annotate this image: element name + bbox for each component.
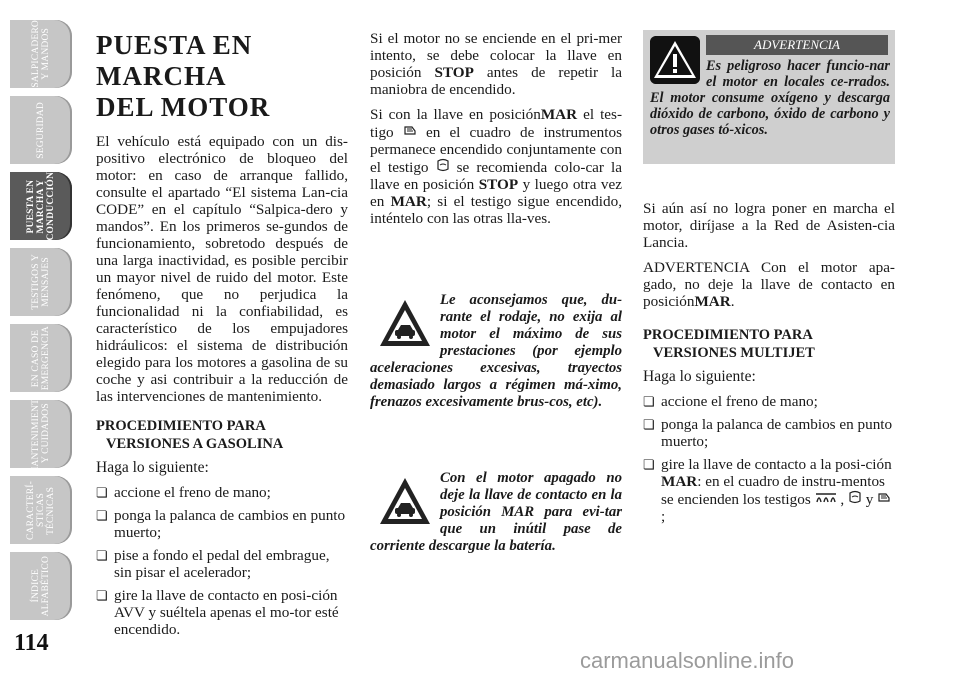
watermark: carmanualsonline.info: [580, 648, 795, 673]
paragraph: Si aún así no logra poner en marcha el motor, diríjase a la Red de Asisten-cia Lancia.: [643, 200, 895, 251]
tab-label: ÍNDICE ALFABÉTICO: [31, 555, 51, 617]
page-number: 114: [14, 630, 49, 656]
paragraph: ADVERTENCIA Con el motor apa-gado, no deje la llave de contacto en posiciónMAR.: [643, 259, 895, 310]
tab-seguridad[interactable]: [10, 96, 72, 164]
intro-paragraph: El vehículo está equipado con un dis-positivo electrónico de bloqueo del motor: en caso de arranque fallido, consulte el apartado “El sistema Lan-cia CODE” en el capítulo “Salpica-dero y mandos”. En los primeros se-gundos de funcionamiento, sobretodo después de una larga inactividad, es posible percibir un mayor nivel de ruido del motor. Este fenómeno, que no perjudica la funcionalidad ni la confiabilidad, es característico de los empujadores hidráulicos: el sistema de distribución elegido para los motores a gasolina de su coche y asi contribuir a la reducción de las intervenciones de mantenimiento.: [96, 133, 348, 405]
tab-label: PUESTA EN MARCHA Y CONDUCCIÓN: [26, 171, 56, 241]
caution-triangle-icon: [378, 298, 432, 348]
warning-header: ADVERTENCIA: [706, 35, 888, 55]
warning-text: Es peligroso hacer funcio-nar el motor en locales ce-rrados. El motor consume oxígeno y descarga dióxido de carbono, óxido de carbono y otros gases tó-xicos.: [650, 58, 890, 138]
list-item: ❏ gire la llave de contacto en posi-ción AVV y suéltela apenas el mo-tor esté encendido.: [96, 587, 348, 638]
tab-emergencia[interactable]: [10, 324, 72, 392]
column-middle: [370, 30, 622, 235]
tab-caracteristicas[interactable]: [10, 476, 72, 544]
column-left: [96, 30, 348, 644]
list-item: ❏ ponga la palanca de cambios en punto muerto;: [643, 416, 895, 450]
list-item: ❏ ponga la palanca de cambios en punto muerto;: [96, 507, 348, 541]
list-item: ❏ accione el freno de mano;: [643, 393, 895, 410]
glow-plug-icon: [848, 491, 866, 508]
column-right: [643, 200, 895, 531]
caution-note-rodaje: [370, 292, 622, 411]
title-line: PUESTA EN: [96, 30, 253, 60]
list-item: ❏ gire la llave de contacto a la posi-ción MAR: en el cuadro de instru-mentos se encienden los testigos , y ;: [643, 456, 895, 525]
tab-indice[interactable]: [10, 552, 72, 620]
heading-line: VERSIONES MULTIJET: [653, 345, 815, 361]
paragraph: Si con la llave en posiciónMAR el tes-tigo en el cuadro de instrumentos permanece encendido conjuntamente con el testigo se recomienda colo-car la llave en posición STOP y luego otra vez en MAR; si el testigo sigue encendido, inténtelo con las otras lla-ves.: [370, 106, 623, 227]
preheat-icon: [815, 491, 841, 508]
warning-lamp-icon: [403, 124, 426, 141]
tab-puesta-en-marcha[interactable]: [10, 172, 72, 240]
chapter-tabs: [0, 0, 78, 677]
steps-list: [96, 484, 348, 638]
title-line: DEL MOTOR: [96, 92, 271, 122]
warning-lamp-icon: [877, 491, 891, 508]
tab-salpicadero[interactable]: [10, 20, 72, 88]
heading-line: PROCEDIMIENTO PARA: [96, 418, 266, 434]
paragraph: Si el motor no se enciende en el pri-mer intento, se debe colocar la llave en posición STOP antes de repetir la maniobra de encendido.: [370, 30, 622, 98]
heading-line: PROCEDIMIENTO PARA: [643, 327, 813, 343]
section-heading-multijet: [643, 326, 895, 362]
note-text: Le aconsejamos que, du-rante el rodaje, no exija al motor el máximo de sus prestaciones (por ejemplo aceleraciones excesivas, trayectos demasiado largos a régimen má-ximo, frenazos excesivamente brus-cos, etc).: [370, 292, 622, 410]
tab-label: CARACTERÍ- STICAS TÉCNICAS: [26, 480, 56, 540]
instruction-lead: Haga lo siguiente:: [96, 459, 209, 476]
heading-line: VERSIONES A GASOLINA: [106, 436, 284, 452]
tab-label: EN CASO DE EMERGENCIA: [31, 325, 51, 391]
section-heading-gasoline: [96, 417, 348, 453]
tab-label: MANTENIMIENTO Y CUIDADOS: [31, 392, 51, 476]
list-item: ❏ accione el freno de mano;: [96, 484, 348, 501]
note-text: Con el motor apagado no deje la llave de contacto en la posición MAR para evi-tar que un inútil pase de corriente descargue la batería.: [370, 470, 622, 554]
title-line: MARCHA: [96, 61, 227, 91]
tab-label: TESTIGOS Y MENSAJES: [31, 254, 51, 310]
caution-note-bateria: [370, 470, 622, 555]
tab-testigos[interactable]: [10, 248, 72, 316]
list-item: ❏ pise a fondo el pedal del embrague, sin pisar el acelerador;: [96, 547, 348, 581]
page-title: [96, 30, 348, 123]
caution-triangle-icon: [378, 476, 432, 526]
tab-label: SALPICADERO Y MANDOS: [31, 20, 51, 88]
instruction-lead: Haga lo siguiente:: [643, 368, 756, 385]
steps-list: [643, 393, 895, 525]
glow-plug-icon: [436, 159, 457, 176]
tab-mantenimiento[interactable]: [10, 392, 72, 476]
tab-label: SEGURIDAD: [36, 101, 46, 159]
